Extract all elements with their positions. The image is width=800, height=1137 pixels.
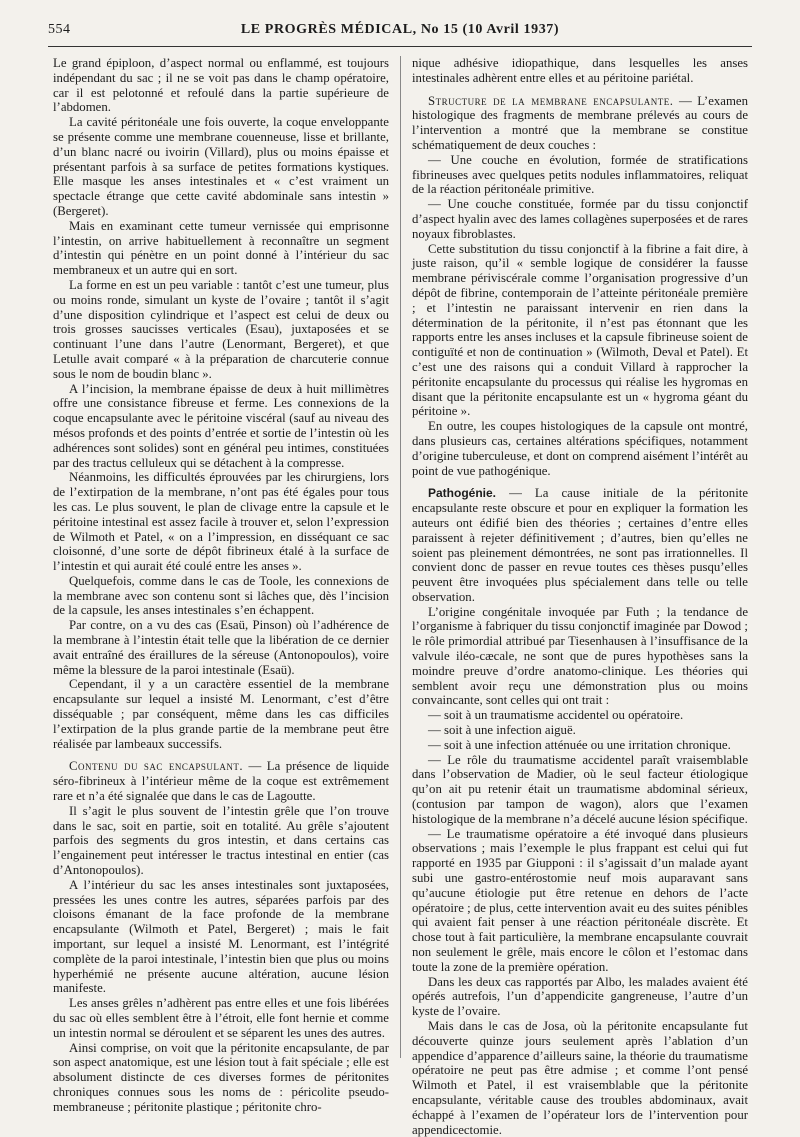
section-text: — La présence de liquide séro-fibrineux à l’intérieur même de la coque est extrêmement rare et n’a été signalée que dans le cas de Lagoutte. bbox=[53, 759, 390, 804]
paragraph: — Le traumatisme opératoire a été invoqué dans plusieurs observations ; mais l’exemple le plus frappant est celui qui fut rapporté en 1935 par Giupponi : il s’agissait d’un malade ayant subi une gastro-entérostomie neuf mois auparavant sans qu’aucune étiologie put être retenue en dehors de l’acte opératoire ; de plus, cette intervention avait eu des suites pénibles qui avaient fait penser à une réaction péritonéale discrète. Et chose tout à fait particulière, la membrane encapsulante couvrait non seulement le grêle, mais encore le côlon et l’estomac dans toute la zone de la première opération. bbox=[412, 826, 748, 974]
section-contenu bbox=[53, 759, 389, 803]
paragraph: Ainsi comprise, on voit que la péritonite encapsulante, de par son aspect anatomique, est une lésion tout à fait spéciale ; elle est absolument distincte de ces diverses formes de péritonites chroniques connues sous les noms de : péricolite pseudo-membraneuse ; péritonite plastique ; péritonite chro- bbox=[53, 1040, 389, 1114]
section-heading-structure: Structure de la membrane encapsulante. bbox=[428, 93, 674, 108]
section-heading-pathogenie: Pathogénie. bbox=[428, 486, 497, 501]
paragraph: L’origine congénitale invoquée par Futh ; la tendance de l’organisme à fabriquer du tissu conjonctif imaginée par Dowod ; le rôle primordial attribué par Tiesenhausen à l’insuffisance de la valvule iléo-cæcale, ne sont que de pures hypothèses sans la moindre preuve d’ordre anatomo-clinique. Les théories qui semblent avoir reçu une démonstration plus ou moins convaincante, sont celles qui ont trait : bbox=[412, 604, 748, 708]
left-column bbox=[53, 56, 389, 1115]
running-title: LE PROGRÈS MÉDICAL, No 15 (10 Avril 1937) bbox=[240, 22, 560, 37]
paragraph: La cavité péritonéale une fois ouverte, la coque enveloppante se présente comme une membrane couenneuse, lisse et brillante, d’un blanc nacré ou ivoirin (Villard), plus ou moins épaisse et présentant parfois à sa surface de petites formations kystiques. Elle masque les anses intestinales et « c’est vraiment un spectacle étrange que cette cavité abdominale sans intestin » (Bergeret). bbox=[53, 115, 389, 218]
section-pathogenie bbox=[412, 486, 748, 604]
list-item: — soit à une infection atténuée ou une irritation chronique. bbox=[428, 737, 731, 752]
section-text: — La cause initiale de la péritonite encapsulante reste obscure et pour en expliquer la formation les auteurs ont édifié bien des théories ; certaines d’entre elles paraissent à rejeter définitivement ; d’autres, bien qu’elles ne soient pas pleinement démontrées, ne sont pas irrationnelles. Il convient donc de passer en revue toutes ces thèses pusqu’elles peuvent être invoquées plus spécialement dans telle ou telle observation. bbox=[412, 486, 748, 604]
paragraph: nique adhésive idiopathique, dans lesquelles les anses intestinales adhèrent entre elles et au péritoine pariétal. bbox=[412, 56, 748, 85]
paragraph: Mais en examinant cette tumeur vernissée qui emprisonne l’intestin, on arrive habituellement à reconnaître un segment d’intestin qui pénètre en un point donné à l’intérieur du sac membraneux et un autre qui en sort. bbox=[53, 218, 389, 278]
right-column bbox=[412, 56, 748, 1137]
paragraph: En outre, les coupes histologiques de la capsule ont montré, dans plusieurs cas, certaines altérations spécifiques, notamment d’origine tuberculeuse, et dont on comprend aisément l’intérêt au point de vue pathogénique. bbox=[412, 419, 748, 478]
section-heading-contenu: Contenu du sac encapsulant. bbox=[69, 759, 244, 774]
paragraph: — Le rôle du traumatisme accidentel paraît vraisemblable dans l’observation de Madier, où le seul facteur étiologique qu’on ait pu retenir était un traumatisme abdominal sérieux, (contusion par tampon de wagon), alors que l’examen histologique de la membrane n’a décelé aucune lésion spécifique. bbox=[412, 752, 748, 826]
paragraph: Cette substitution du tissu conjonctif à la fibrine a fait dire, à juste raison, qu’il « semble logique de considérer la fausse membrane périviscérale comme l’organisation progressive d’un dépôt de fibrine, contemporain de l’atteinte péritonéale première ; et l’intestin ne paraissant intervenir en rien dans la détermination de la péritonite, il n’est pas étonnant que les rapports entre les anses incluses et la capsule fibrineuse soient de contiguïté et non de continuation » (Wilmoth, Deval et Patel). Et c’est une des raisons qui a conduit Villard à rapprocher la péritonite encapsulante du processus qui réalise les hygromas en disant que la péritonite encapsulante est un « hygroma géant du péritoine ». bbox=[412, 241, 748, 419]
paragraph: Néanmoins, les difficultés éprouvées par les chirurgiens, lors de l’extirpation de la membrane, n’ont pas été égales pour tous les cas. Le plus souvent, le plan de clivage entre la capsule et le péritoine intestinal est assez facile à trouver et, selon l’expression de Wilmoth et Patel, « on a l’impression, en disséquant ce sac cloisonné, d’une sorte de dépôt fibrineux étalé à la surface de l’intestin et qui aurait été coulé entre les anses ». bbox=[53, 470, 389, 574]
paragraph: Cependant, il y a un caractère essentiel de la membrane encapsulante sur lequel a insisté M. Lenormant, c’est d’être disséquable ; par conséquent, même dans les cas difficiles l’extirpation de la plus grande partie de la membrane peut être réalisée par lambeaux successifs. bbox=[53, 677, 389, 751]
list-item: — soit à un traumatisme accidentel ou opératoire. bbox=[428, 708, 684, 723]
paragraph: Dans les deux cas rapportés par Albo, les malades avaient été opérés autrefois, l’un d’appendicite gangreneuse, l’autre d’un kyste de l’ovaire. bbox=[412, 974, 748, 1019]
paragraph: — Une couche en évolution, formée de stratifications fibrineuses avec quelques petits nodules inflammatoires, reliquat de la réaction péritonéale primitive. bbox=[412, 152, 748, 197]
section-text: — L’examen histologique des fragments de membrane prélevés au cours de l’intervention a montré que la membrane se constitue schématiquement de deux couches : bbox=[412, 93, 748, 152]
paragraph: La forme en est un peu variable : tantôt c’est une tumeur, plus ou moins ronde, simulant un kyste de l’ovaire ; tantôt il s’agit d’une disposition cylindrique et l’aspect est celui de deux ou trois grosses saucisses verticales (Esau), juxtaposées et se continuant l’une dans l’autre (Lenormant, Bergeret), et que Letulle avait comparé « à la préparation de charcuterie connue sous le nom de boudin blanc ». bbox=[53, 277, 389, 381]
paragraph: Mais dans le cas de Josa, où la péritonite encapsulante fut découverte quinze jours seulement après l’ablation d’un appendice d’apparence d’ailleurs saine, la théorie du traumatisme opératoire ne peut pas être admise ; et comme l’ont pensé Wilmoth et Patel, il est vraisemblable que la péritonite encapsulante, véritable cause des troubles abdominaux, avait échappé à l’examen de l’opérateur lors de l’intervention pour appendicectomie. bbox=[412, 1019, 748, 1137]
section-structure bbox=[412, 94, 748, 153]
paragraph: Le grand épiploon, d’aspect normal ou enflammé, est toujours indépendant du sac ; il ne se voit pas dans le champ opératoire, car il est pelotonné et refoulé dans la partie supérieure de l’abdomen. bbox=[53, 56, 389, 115]
paragraph: A l’incision, la membrane épaisse de deux à huit millimètres offre une consistance fibreuse et ferme. Les connexions de la coque encapsulante avec le péritoine viscéral (sauf au niveau des mésos profonds et des points d’entrée et sortie de l’intestin où les adhérences sont solides) sont en général peu intimes, constituées par des tractus celluleux qui se détachent à la compresse. bbox=[53, 381, 389, 470]
header-rule bbox=[48, 46, 752, 47]
paragraph: Quelquefois, comme dans le cas de Toole, les connexions de la membrane avec son contenu sont si lâches que, dès l’incision de la capsule, les anses intestinales s’en échappent. bbox=[53, 573, 389, 618]
column-divider bbox=[400, 56, 401, 1058]
running-header bbox=[48, 18, 752, 42]
paragraph: Par contre, on a vu des cas (Esaü, Pinson) où l’adhérence de la membrane à l’intestin était telle que la libération de ce dernier avait entraîné des éraillures de la séreuse (Antonopoulos), voire même la blessure de la paroi intestinale (Esaü). bbox=[53, 618, 389, 677]
paragraph: — Une couche constituée, formée par du tissu conjonctif d’aspect hyalin avec des lames collagènes superposées et de rares noyaux fibroblastes. bbox=[412, 197, 748, 241]
paragraph: A l’intérieur du sac les anses intestinales sont juxtaposées, pressées les unes contre les autres, séparées parfois par des cloisons émanant de la face profonde de la membrane encapsulante (Wilmoth et Patel, Bergeret) ; mais le fait important, sur lequel a insisté M. Lenormant, est l’intégrité complète de la paroi intestinale, l’intestin bien que plus ou moins hyperhémié ne présente aucune altération, aucune lésion manifeste. bbox=[53, 877, 389, 996]
list-item: — soit à une infection aiguë. bbox=[428, 723, 576, 738]
paragraph: Il s’agit le plus souvent de l’intestin grêle que l’on trouve dans le sac, soit en partie, soit en totalité. Au grêle s’ajoutent parfois des segments du gros intestin, et dans certains cas l’engainement peut intéresser le tractus intestinal en entier (cas d’Antonopoulos). bbox=[53, 803, 389, 878]
page-number: 554 bbox=[48, 22, 71, 37]
paragraph: Les anses grêles n’adhèrent pas entre elles et une fois libérées du sac où elles semblent être à l’étroit, elle font hernie et comme un intestin normal se déroulent et se séparent les unes des autres. bbox=[53, 996, 389, 1040]
